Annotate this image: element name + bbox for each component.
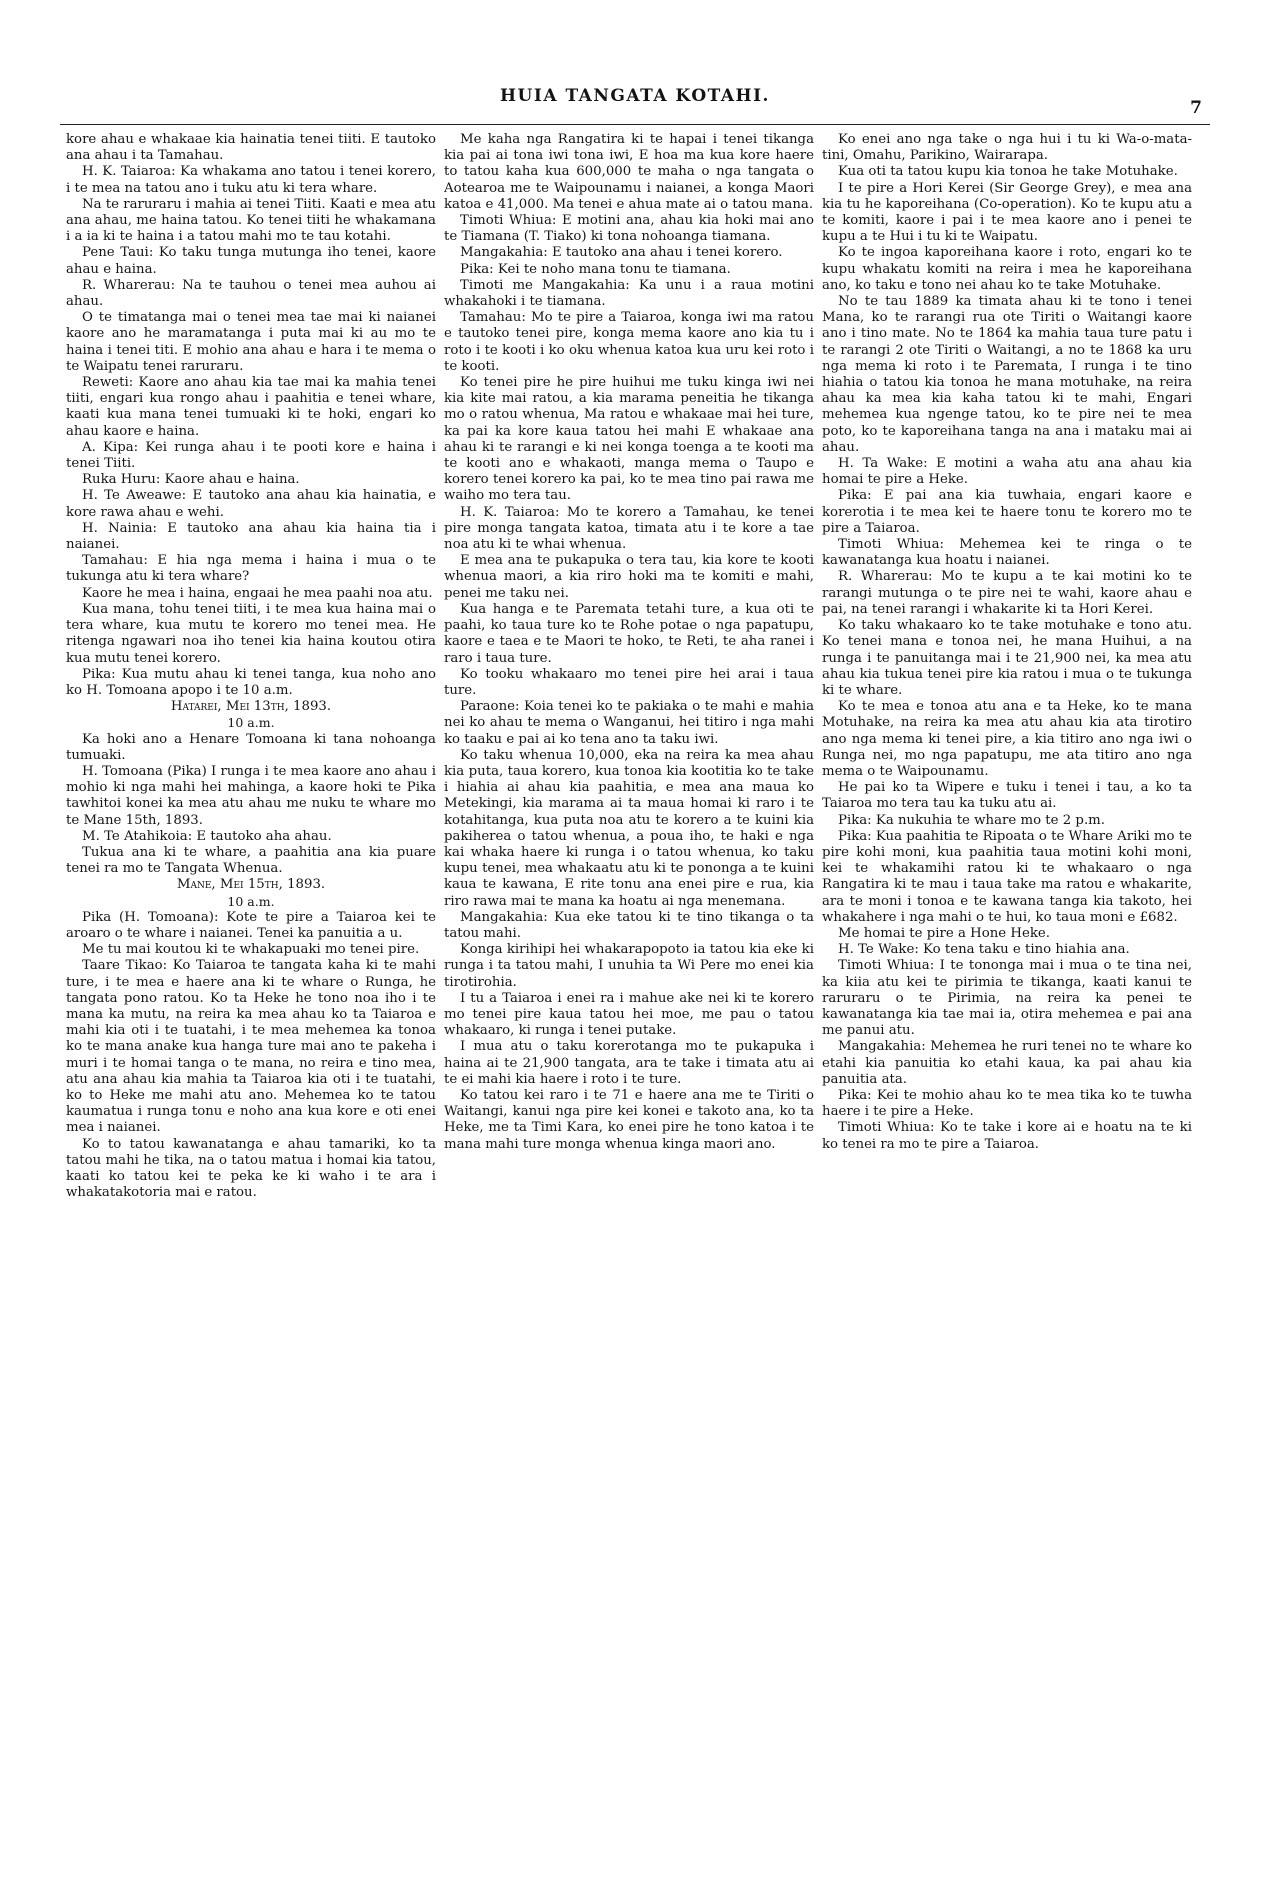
paragraph: H. K. Taiaroa: Ka whakama ano tatou i tenei korero, i te mea na tatou ano i tuku atu ki tera whare. [66, 164, 436, 196]
paragraph: Pika: Kua mutu ahau ki tenei tanga, kua noho ano ko H. Tomoana apopo i te 10 a.m. [66, 666, 436, 698]
paragraph: Ko te mea e tonoa atu ana e ta Heke, ko te mana Motuhake, na reira ka mea atu ahau kia ata tirotiro ano nga mema ki tenei pire, a kia titiro ano nga iwi o Runga nei, mo nga papatupu, me ata titiro ano nga mema o te Waipounamu. [822, 699, 1192, 779]
paragraph: Timoti Whiua: E motini ana, ahau kia hoki mai ano te Tiamana (T. Tiako) ki tona nohoanga tiamana. [444, 213, 814, 245]
paragraph: R. Wharerau: Mo te kupu a te kai motini ko te rarangi mutunga o te pire nei te wahi, kaore ahau e pai, na tenei rarangi i whakarite ki ta Hori Kerei. [822, 569, 1192, 617]
paragraph: Pika: Kei te mohio ahau ko te mea tika ko te tuwha haere i te pire a Heke. [822, 1087, 1192, 1120]
paragraph: I te pire a Hori Kerei (Sir George Grey), e mea ana kia tu he kaporeihana (Co-operation). Ko te kupu atu a te komiti, kaore i pai i te mea kaore ano i penei te kupu a te Hui i tu ki te Waipatu. [822, 180, 1192, 245]
paragraph: H. Nainia: E tautoko ana ahau kia haina tia i naianei. [66, 520, 436, 553]
paragraph: Kaore he mea i haina, engaai he mea paahi noa atu. [82, 585, 433, 601]
paragraph: Timoti Whiua: Mehemea kei te ringa o te kawanatanga kua hoatu i naianei. [822, 537, 1192, 569]
paragraph: Kua mana, tohu tenei tiiti, i te mea kua haina mai o tera whare, kua mutu te korero mo tenei mea. He ritenga ngawari noa iho tenei kia haina koutou otira kua mutu tenei korero. [66, 601, 436, 666]
dateline: Hatarei, Mei 13th, 1893. [170, 699, 332, 715]
paragraph: Ko tooku whakaaro mo tenei pire hei arai i taua ture. [444, 666, 814, 698]
column-1 [66, 132, 436, 1862]
column-2 [444, 132, 814, 1862]
paragraph: Timoti me Mangakahia: Ka unu i a raua motini whakahoki i te tiamana. [444, 277, 814, 310]
paragraph: A. Kipa: Kei runga ahau i te pooti kore e haina i tenei Tiiti. [66, 439, 436, 472]
paragraph: Timoti Whiua: I te tononga mai i mua o te tina nei, ka kiia atu kei te pirimia te tikanga, kaati kanui te raruraru o te Pirimia, na reira ka penei te kawanatanga kia tae mai ia, otira mehemea e pai ana me panui atu. [822, 958, 1192, 1039]
paragraph: He pai ko ta Wipere e tuku i tenei i tau, a ko ta Taiaroa mo tera tau ka tuku atu ai. [822, 780, 1192, 812]
paragraph: Pika: E pai ana kia tuwhaia, engari kaore e korerotia i te mea kei te haere tonu te korero mo te pire a Taiaroa. [822, 488, 1192, 536]
paragraph: I tu a Taiaroa i enei ra i mahue ake nei ki te korero mo tenei pire kaua tatou hei moe, me pau o tatou whakaaro, ki runga i tenei putake. [444, 990, 814, 1039]
paragraph: Mangakahia: Mehemea he ruri tenei no te whare ko etahi kia panuitia ko etahi kaua, ka pai ahau kia panuitia ata. [822, 1039, 1192, 1087]
column-3 [822, 132, 1192, 1862]
dateline-time: 10 a.m. [227, 715, 275, 731]
paragraph: Tamahau: Mo te pire a Taiaroa, konga iwi ma ratou e tautoko tenei pire, konga mema kaore ano kia tu i roto i te kooti i ko oku whenua katoa kua uru kei roto i te kooti. [444, 310, 814, 374]
paragraph: Mangakahia: Kua eke tatou ki te tino tikanga o ta tatou mahi. [444, 909, 814, 941]
dateline-time: 10 a.m. [227, 893, 275, 909]
paragraph: Taare Tikao: Ko Taiaroa te tangata kaha ki te mahi ture, i te mea e haere ana ki te whare o Runga, he tangata pono ratou. Ko ta Heke he tono noa iho i te mana ka mutu, na reira ka mea ahau ko ta Taiaroa e mahi kia oti i te tuatahi, i te mea mehemea ka tonoa ko te mana anake kua hanga ture mai ano te pakeha i muri i te homai tanga o te mana, no reira e tino mea, atu ana ahau kia mahia ta Taiaroa kia oti i te tuatahi, ko to Heke me mahi atu ano. Mehemea ko te tatou kaumatua i runga tonu e noho ana kua kore e oti enei mea i naianei. [66, 958, 436, 1136]
paragraph: Konga kirihipi hei whakarapopoto ia tatou kia eke ki runga i ta tatou mahi, I unuhia ta Wi Pere mo enei kia tirotirohia. [444, 942, 814, 990]
paragraph: Ko taku whakaaro ko te take motuhake e tono atu. Ko tenei mana e tonoa nei, he mana Huihui, a na runga i te panuitanga mai i te 21,900 nei, ka mea atu ahau kia tukua tenei pire kia ratou i mua o te tukunga ki te whare. [822, 618, 1192, 698]
paragraph: Me homai te pire a Hone Heke. [838, 925, 1050, 941]
paragraph: Ko to tatou kawanatanga e ahau tamariki, ko ta tatou mahi he tika, na o tatou matua i homai kia tatou, kaati ko tatou kei te peka ke ki waho i te ara i whakatakotoria mai e ratou. [66, 1136, 436, 1201]
paragraph: Tamahau: E hia nga mema i haina i mua o te tukunga atu ki tera whare? [66, 553, 436, 585]
paragraph: Kua hanga e te Paremata tetahi ture, a kua oti te paahi, ko taua ture ko te Rohe potae o nga papatupu, kaore e taea e te Maori te hoko, te Reti, te aha ranei i raro i taua ture. [444, 601, 814, 666]
paragraph: R. Wharerau: Na te tauhou o tenei mea auhou ai ahau. [66, 277, 436, 310]
paragraph: Ko taku whenua 10,000, eka na reira ka mea ahau kia puta, taua korero, kua tonoa kia kootitia ko te take i hiahia ai ahau kia paahitia, e mea ana maua ko Metekingi, kia marama ai ta maua homai ki raro i te kotahitanga, kua puta noa atu te korero a te kuini kia pakiherea o tatou whenua, a poua iho, te haki e nga kai whaka haere ki runga i o tatou whenua, ko taku kupu tenei, mea whakaatu atu ki te pononga a te kuini kaua te kawana, E rite tonu ana enei pire e rua, kia riro rawa mai te mana ka hoatu ai nga menemana. [444, 747, 814, 909]
paragraph: Kua oti ta tatou kupu kia tonoa he take Motuhake. [838, 164, 1178, 180]
paragraph: Mangakahia: E tautoko ana ahau i tenei korero. [460, 245, 783, 261]
paragraph: Me kaha nga Rangatira ki te hapai i tenei tikanga kia pai ai tona iwi tona iwi, E hoa ma kua kore haere to tatou kaha kua 600,000 te maha o nga tangata o Aotearoa me te Waipounamu i naianei, a konga Maori katoa e 41,000. Ma tenei e ahua mate ai o tatou mana. [444, 132, 814, 212]
paragraph: E mea ana te pukapuka o tera tau, kia kore te kooti whenua maori, a kia riro hoki ma te komiti e mahi, penei me taku nei. [444, 553, 814, 601]
paragraph: Ko tenei pire he pire huihui me tuku kinga iwi nei kia kite mai ratou, a kia marama peneitia he tikanga mo o ratou whenua, Ma ratou e whakaae mai hei ture, ka pai ka kore kaua tatou hei mahi E whakaae ana ahau ki te rarangi e ki nei konga toenga a te kooti ma te kooti ano e whakaoti, manga mema o Taupo e korero tenei korero ka pai, ko te mea tino pai rawa me waiho mo tera tau. [444, 375, 814, 504]
paragraph: Pika: Ka nukuhia te whare mo te 2 p.m. [838, 812, 1106, 828]
paragraph: Me tu mai koutou ki te whakapuaki mo tenei pire. [82, 942, 420, 958]
paragraph: Timoti Whiua: Ko te take i kore ai e hoatu na te ki ko tenei ra mo te pire a Taiaroa. [822, 1120, 1192, 1152]
paragraph: Ka hoki ano a Henare Tomoana ki tana nohoanga tumuaki. [66, 731, 436, 763]
paragraph: Ko enei ano nga take o nga hui i tu ki Wa-o-mata-tini, Omahu, Parikino, Wairarapa. [822, 132, 1192, 164]
paragraph: O te timatanga mai o tenei mea tae mai ki naianei kaore ano he maramatanga i puta mai ki au mo te haina i tenei titi. E mohio ana ahau e hara i te mema o te Waipatu tenei raruraru. [66, 310, 436, 374]
paragraph: Reweti: Kaore ano ahau kia tae mai ka mahia tenei tiiti, engari kua rongo ahau i paahitia e tenei whare, kaati kua mana tenei tumuaki ki te hoki, engari ko ahau kaore e haina. [66, 375, 436, 439]
paragraph: Pika: Kei te noho mana tonu te tiamana. [460, 261, 731, 277]
paragraph: M. Te Atahikoia: E tautoko aha ahau. [82, 828, 332, 844]
running-title: HUIA TANGATA KOTAHI. [500, 86, 770, 106]
paragraph: H. Ta Wake: E motini a waha atu ana ahau kia homai te pire a Heke. [822, 456, 1192, 488]
paragraph: I mua atu o taku korerotanga mo te pukapuka i haina ai te 21,900 tangata, ara te take i timata atu ai te ei mahi kia haere i roto i te ture. [444, 1039, 814, 1087]
page-header [60, 80, 1210, 120]
dateline: Mane, Mei 15th, 1893. [176, 877, 326, 893]
paragraph: H. Te Aweawe: E tautoko ana ahau kia hainatia, e kore rawa ahau e wehi. [66, 488, 436, 520]
paragraph: kore ahau e whakaae kia hainatia tenei tiiti. E tautoko ana ahau i ta Tamahau. [66, 132, 436, 164]
paragraph: H. Te Wake: Ko tena taku e tino hiahia ana. [838, 942, 1130, 958]
paragraph: No te tau 1889 ka timata ahau ki te tono i tenei Mana, ko te rarangi rua ote Tiriti o Waitangi kaore ano i tino mate. No te 1864 ka mahia taua ture patu i te rarangi 2 ote Tiriti o Waitangi, a no te 1868 ka uru nga mema ki roto i te Paremata, I runga i te tino hiahia o tatou kia tonoa he mana motuhake, na reira ahau ka mea kia kaha tatou ki te mahi, Engari mehemea kua ngenge tatou, ko te pire nei te mea poto, ko te kaporeihana tanga na ana i mataku mai ai ahau. [822, 294, 1192, 455]
paragraph: Paraone: Koia tenei ko te pakiaka o te mahi e mahia nei ko ahau te mema o Wanganui, hei titiro i nga mahi ko taaku e pai ai ko tena ano ta taku iwi. [444, 699, 814, 747]
paragraph: Na te raruraru i mahia ai tenei Tiiti. Kaati e mea atu ana ahau, me haina tatou. Ko tenei tiiti he whakamana i a ia ki te haina i a tatou mahi mo te tau kotahi. [66, 196, 436, 245]
paragraph: H. K. Taiaroa: Mo te korero a Tamahau, ke tenei pire monga tangata katoa, timata atu i te kore a tae noa atu ki te whai whenua. [444, 504, 814, 553]
paragraph: Ko tatou kei raro i te 71 e haere ana me te Tiriti o Waitangi, kanui nga pire kei konei e takoto ana, ko ta Heke, me ta Timi Kara, ko enei pire he tono katoa i te mana mahi ture monga whenua kinga maori ano. [444, 1087, 814, 1152]
paragraph: H. Tomoana (Pika) I runga i te mea kaore ano ahau i mohio ki nga mahi hei mahinga, a kaore hoki te Pika tawhitoi konei ka mea atu ahau me nuku te whare mo te Mane 15th, 1893. [66, 763, 436, 828]
paragraph: Ko te ingoa kaporeihana kaore i roto, engari ko te kupu whakatu komiti na reira i mea he kaporeihana ano, ko taku e tono nei ahau ko te take Motuhake. [822, 245, 1192, 293]
paragraph: Ruka Huru: Kaore ahau e haina. [82, 472, 300, 488]
header-rule [60, 124, 1210, 125]
paragraph: Pika (H. Tomoana): Kote te pire a Taiaroa kei te aroaro o te whare i naianei. Tenei ka panuitia a u. [66, 909, 436, 941]
paragraph: Tukua ana ki te whare, a paahitia ana kia puare tenei ra mo te Tangata Whenua. [66, 844, 436, 877]
page-number: 7 [1190, 98, 1202, 118]
paragraph: Pene Taui: Ko taku tunga mutunga iho tenei, kaore ahau e haina. [66, 245, 436, 277]
paragraph: Pika: Kua paahitia te Ripoata o te Whare Ariki mo te pire kohi moni, kua paahitia taua motini kohi moni, kei te whakamihi ratou ki te whakaaro o nga Rangatira ki te mau i taua take ma ratou e whakarite, ara te moni i tonoa e te kawana tanga kia takoto, hei whakahere i nga mahi o te hui, ko taua moni e £682. [822, 828, 1192, 925]
